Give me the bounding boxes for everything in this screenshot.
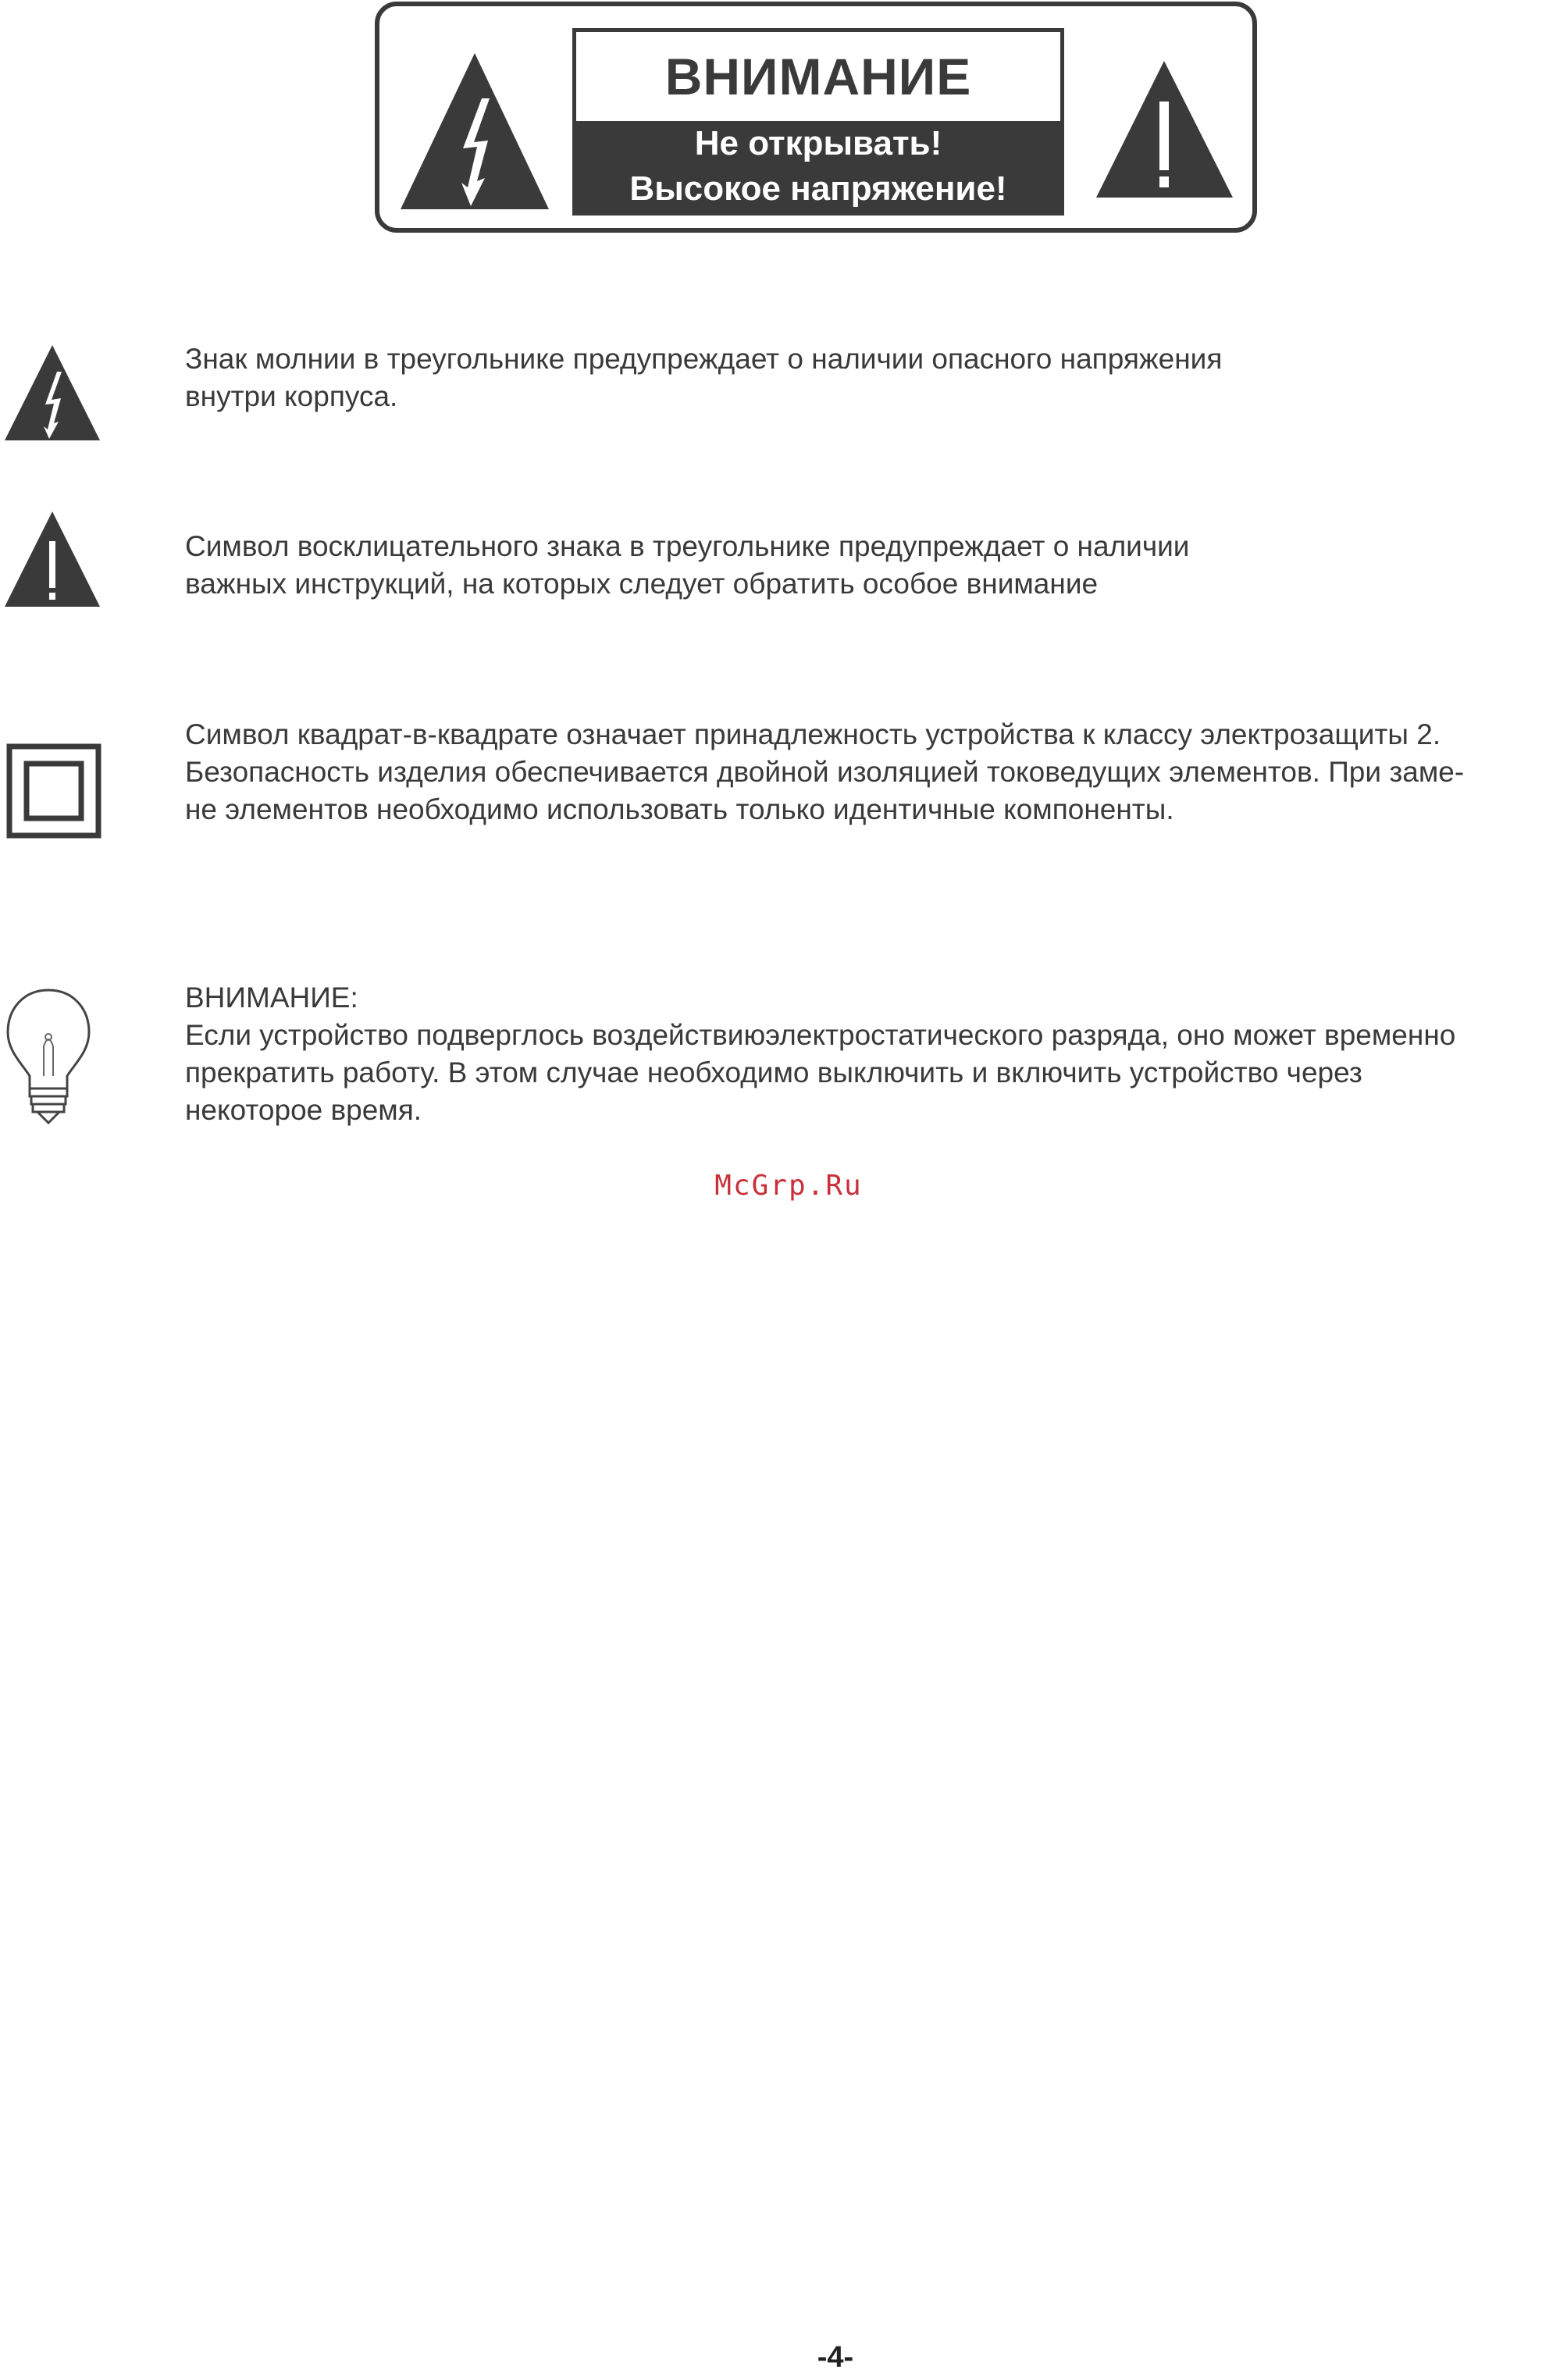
symbol-text-line: внутри корпуса. bbox=[185, 380, 398, 412]
page-number: -4- bbox=[817, 2341, 854, 2374]
banner-title: ВНИМАНИЕ bbox=[664, 48, 972, 105]
banner-panel bbox=[572, 28, 1064, 216]
exclamation-triangle-icon bbox=[1096, 61, 1233, 198]
banner-line-2: Высокое напряжение! bbox=[629, 169, 1007, 208]
banner-message bbox=[576, 121, 1060, 212]
symbol-text-line: ВНИМАНИЕ: bbox=[185, 982, 358, 1014]
double-square-icon bbox=[6, 743, 101, 839]
banner-line-1: Не открывать! bbox=[694, 124, 942, 162]
symbol-text-line: Символ восклицательного знака в треугольнике предупреждает о наличии bbox=[185, 530, 1190, 562]
symbol-text-line: важных инструкций, на которых следует обратить особое внимание bbox=[185, 568, 1099, 600]
symbol-text-line: некоторое время. bbox=[185, 1094, 422, 1126]
lightning-triangle-icon bbox=[5, 345, 100, 440]
symbol-text-line: Безопасность изделия обеспечивается двойной изоляцией токоведущих элементов. При заме- bbox=[185, 756, 1465, 788]
symbol-text-line: прекратить работу. В этом случае необходимо выключить и включить устройство через bbox=[185, 1056, 1362, 1088]
symbol-text-line: не элементов необходимо использовать только идентичные компоненты. bbox=[185, 793, 1174, 825]
watermark: McGrp.Ru bbox=[714, 1170, 863, 1202]
exclamation-triangle-icon bbox=[5, 511, 100, 607]
light-bulb-icon bbox=[3, 985, 94, 1128]
symbol-description-double-square bbox=[185, 716, 1567, 828]
warning-banner bbox=[375, 2, 1257, 233]
symbol-text-line: Если устройство подверглось воздействиюэлектростатического разряда, оно может временно bbox=[185, 1019, 1456, 1051]
symbol-text-line: Знак молнии в треугольнике предупреждает о наличии опасного напряжения bbox=[185, 343, 1223, 375]
symbol-description-exclamation bbox=[185, 528, 1567, 603]
lightning-triangle-icon bbox=[401, 53, 549, 209]
symbol-description-lightning bbox=[185, 340, 1567, 415]
symbol-description-attention bbox=[185, 979, 1567, 1129]
symbol-text-line: Символ квадрат-в-квадрате означает принадлежность устройства к классу электрозащиты 2. bbox=[185, 718, 1441, 750]
